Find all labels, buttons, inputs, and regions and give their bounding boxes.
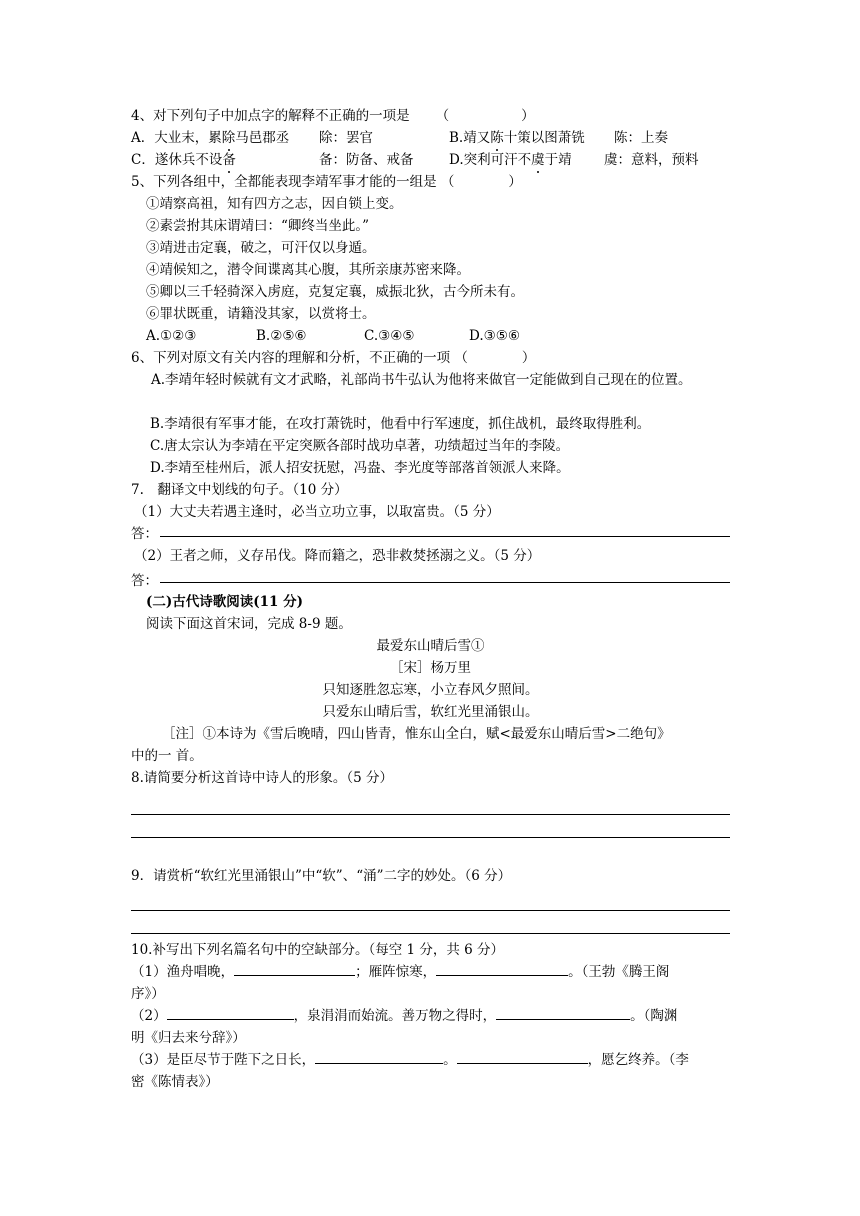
q10-blank-2[interactable] — [436, 961, 568, 976]
q10-blank-3[interactable] — [167, 1005, 294, 1020]
q9-stem: 9．请赏析“软红光里涌银山”中“软”、“涌”二字的妙处。（6 分） — [131, 868, 512, 884]
q10-l3-text-c: ，愿乞终养。（李 — [587, 1052, 689, 1068]
q10-blank-5[interactable] — [315, 1049, 443, 1064]
q10-l2-text-b: ，泉涓涓而始流。善万物之得时， — [293, 1008, 497, 1024]
q4-stem-line — [131, 105, 730, 127]
q5-option-d: D.③⑤⑥ — [469, 328, 520, 344]
q10-l1-text-a: （1）渔舟唱晚， — [131, 964, 235, 980]
q4-option-b-gloss: 陈：上奏 — [614, 130, 668, 146]
q4-option-a-gloss: 除：罢官 — [319, 130, 373, 146]
q10-line-1-cont: 序》） — [131, 986, 165, 1002]
q7-answer-line-1[interactable] — [160, 536, 730, 537]
q10-l1-text-c: 。（王勃《腾王阁 — [568, 964, 670, 980]
q5-item-1: ①靖察高祖，知有四方之志，因自锁上变。 — [146, 196, 403, 212]
q10-stem: 10.补写出下列名篇名句中的空缺部分。（每空 1 分，共 6 分） — [131, 942, 505, 958]
q6-paren: （ ） — [454, 350, 536, 366]
q4-option-c: C．遂休兵不设备 — [131, 152, 236, 168]
q5-item-6: ⑥罪状既重，请籍没其家，以赏将士。 — [146, 306, 376, 322]
q10-blank-4[interactable] — [496, 1005, 630, 1020]
q10-blank-1[interactable] — [234, 961, 355, 976]
q5-item-3: ③靖进击定襄，破之，可汗仅以身遁。 — [146, 240, 376, 256]
q5-item-2: ②素尝拊其床谓靖曰：“卿终当坐此。” — [146, 218, 370, 234]
q4-c-dotted-char: 备 — [222, 152, 236, 168]
q4-stem: 4、对下列句子中加点字的解释不正确的一项是 — [131, 108, 410, 124]
q4-option-c-gloss: 备：防备、戒备 — [319, 152, 414, 168]
q4-option-row-ab — [131, 127, 730, 149]
q4-option-row-cd — [131, 149, 730, 171]
q5-paren: （ ） — [440, 174, 522, 190]
q10-l1-text-b: ；雁阵惊寒， — [355, 964, 437, 980]
poem-line-1: 只知逐胜忽忘寒，小立春风夕照间。 — [322, 682, 539, 698]
q7-answer-label-1: 答： — [131, 526, 158, 542]
q7-sentence-1: （1）大丈夫若遇主逢时，必当立功立事，以取富贵。（5 分） — [134, 504, 500, 520]
poem-note-line-2: 中的一 首。 — [131, 748, 203, 764]
q10-l2-text-c: 。（陶渊 — [630, 1008, 678, 1024]
q9-answer-line-2[interactable] — [131, 933, 730, 934]
q10-l3-text-b: 。 — [443, 1052, 457, 1068]
q9-answer-line-1[interactable] — [131, 910, 730, 911]
poem-author: ［宋］杨万里 — [390, 660, 471, 676]
q4-option-a: A．大业末，累除马邑郡丞 — [131, 130, 290, 146]
q4-b-dotted-char: 陈 — [490, 130, 504, 146]
q8-answer-line-1[interactable] — [131, 814, 730, 815]
q8-stem: 8.请简要分析这首诗中诗人的形象。（5 分） — [131, 770, 394, 786]
q6-option-a: A.李靖年轻时候就有文才武略，礼部尚书牛弘认为他将来做官一定能做到自己现在的位置。 — [151, 372, 692, 388]
q7-sentence-2: （2）王者之师，义存吊伐。降而籍之，恐非救焚拯溺之义。（5 分） — [134, 548, 541, 564]
q8-answer-line-2[interactable] — [131, 837, 730, 838]
q5-item-5: ⑤卿以三千轻骑深入虏庭，克复定襄，威振北狄，古今所未有。 — [146, 284, 524, 300]
q7-answer-line-2[interactable] — [160, 582, 730, 583]
poem-note-line-1: ［注］①本诗为《雪后晚晴，四山皆青，惟东山全白，赋<最爱东山晴后雪>二绝句》 — [162, 726, 671, 742]
q10-line-2 — [131, 1005, 730, 1027]
q7-stem: 7. 翻译文中划线的句子。（10 分） — [131, 482, 348, 498]
section2-instruction: 阅读下面这首宋词，完成 8-9 题。 — [146, 616, 352, 632]
q6-stem: 6、下列对原文有关内容的理解和分析，不正确的一项 — [131, 350, 451, 366]
q10-l2-text-a: （2） — [131, 1008, 167, 1024]
q10-l3-text-a: （3）是臣尽节于陛下之日长， — [131, 1052, 316, 1068]
q4-paren-close: ） — [521, 108, 535, 124]
q4-d-dotted-char: 虞 — [531, 152, 545, 168]
q6-stem-line — [131, 347, 730, 369]
q6-option-b: B.李靖很有军事才能，在攻打萧铣时，他看中行军速度，抓住战机，最终取得胜利。 — [150, 416, 651, 432]
poem-line-2: 只爱东山晴后雪，软红光里涌银山。 — [322, 704, 539, 720]
q5-item-4: ④靖候知之，潜令间谍离其心腹，其所亲康苏密来降。 — [146, 262, 470, 278]
q6-option-d: D.李靖至桂州后，派人招安抚慰，冯盎、李光度等部落首领派人来降。 — [150, 460, 570, 476]
q10-blank-6[interactable] — [457, 1049, 588, 1064]
q5-stem: 5、下列各组中，全都能表现李靖军事才能的一组是 — [131, 174, 437, 190]
q4-option-d-gloss: 虞：意料，预料 — [604, 152, 699, 168]
q6-option-c: C.唐太宗认为李靖在平定突厥各部时战功卓著，功绩超过当年的李陵。 — [150, 438, 570, 454]
q5-option-a: A.①②③ — [146, 328, 197, 344]
q5-option-c: C.③④⑤ — [364, 328, 415, 344]
section2-title: (二)古代诗歌阅读(11 分) — [146, 594, 304, 610]
q10-line-3-cont: 密《陈情表》） — [131, 1074, 219, 1090]
q5-options-row — [146, 325, 730, 347]
q4-a-dotted-char: 除 — [221, 130, 236, 146]
q7-answer-label-2-spacer — [131, 570, 730, 592]
poem-title: 最爱东山晴后雪① — [376, 638, 485, 654]
q10-line-2-cont: 明《归去来兮辞》） — [131, 1030, 246, 1046]
q7-answer-label-2: 答： — [131, 573, 158, 589]
q4-option-d: D.突利可汗不虞于靖 — [449, 152, 572, 168]
q10-line-3 — [131, 1049, 730, 1071]
q10-line-1 — [131, 961, 730, 983]
q5-stem-line — [131, 171, 730, 193]
q4-paren-open: （ — [435, 108, 450, 124]
q5-option-b: B.②⑤⑥ — [256, 328, 307, 344]
q4-option-b: B.靖又陈十策以图萧铣 — [449, 130, 585, 146]
